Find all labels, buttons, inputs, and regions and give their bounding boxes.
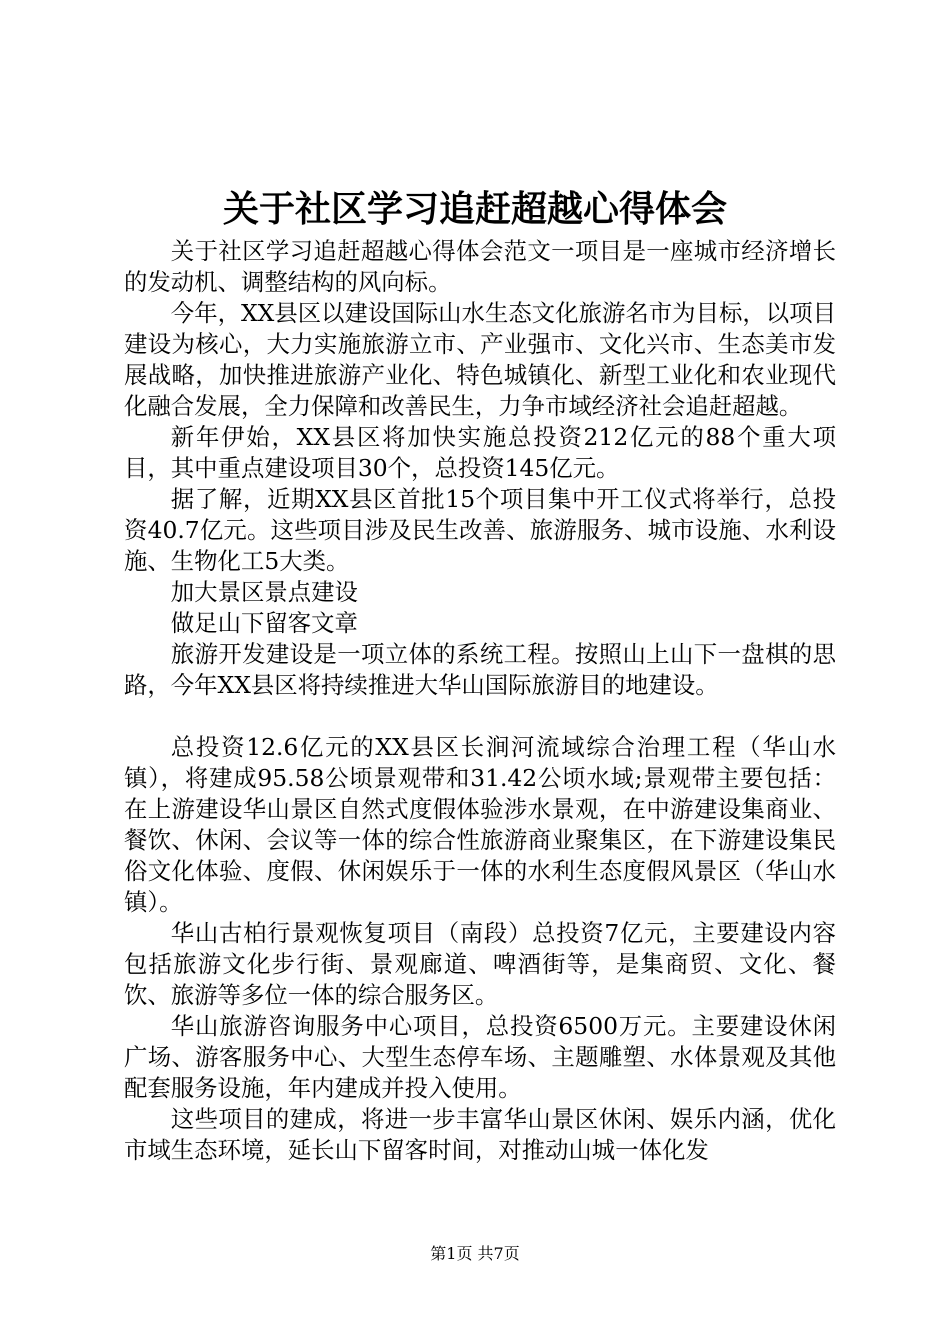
- paragraph: 总投资12.6亿元的XX县区长涧河流域综合治理工程（华山水镇），将建成95.58公顷景观带和31.42公顷水域;景观带主要包括：在上游建设华山景区自然式度假体验涉水景观，在中游建设集商业、餐饮、休闲、会议等一体的综合性旅游商业聚集区，在下游建设集民俗文化体验、度假、休闲娱乐于一体的水利生态度假风景区（华山水镇）。: [124, 733, 836, 916]
- section-heading: 做足山下留客文章: [170, 609, 358, 637]
- paragraph: 这些项目的建成，将进一步丰富华山景区休闲、娱乐内涵，优化市域生态环境，延长山下留客时间，对推动山城一体化发: [124, 1105, 836, 1164]
- paragraph: 旅游开发建设是一项立体的系统工程。按照山上山下一盘棋的思路，今年XX县区将持续推进大华山国际旅游目的地建设。: [124, 640, 836, 699]
- page-number-footer: 第1页 共7页: [430, 1244, 520, 1263]
- paragraph: 今年，XX县区以建设国际山水生态文化旅游名市为目标，以项目建设为核心，大力实施旅游立市、产业强市、文化兴市、生态美市发展战略，加快推进旅游产业化、特色城镇化、新型工业化和农业现代化融合发展，全力保障和改善民生，力争市域经济社会追赶超越。: [124, 299, 836, 420]
- section-heading: 加大景区景点建设: [170, 578, 358, 606]
- paragraph: 据了解，近期XX县区首批15个项目集中开工仪式将举行，总投资40.7亿元。这些项目涉及民生改善、旅游服务、城市设施、水利设施、生物化工5大类。: [124, 485, 836, 575]
- paragraph: 华山旅游咨询服务中心项目，总投资6500万元。主要建设休闲广场、游客服务中心、大型生态停车场、主题雕塑、水体景观及其他配套服务设施，年内建成并投入使用。: [124, 1012, 836, 1102]
- document-body: [124, 236, 836, 1166]
- document-title: 关于社区学习追赶超越心得体会: [222, 188, 727, 230]
- paragraph: 新年伊始，XX县区将加快实施总投资212亿元的88个重大项目，其中重点建设项目30个，总投资145亿元。: [124, 423, 836, 482]
- paragraph: 关于社区学习追赶超越心得体会范文一项目是一座城市经济增长的发动机、调整结构的风向标。: [124, 237, 836, 296]
- paragraph: 华山古柏行景观恢复项目（南段）总投资7亿元，主要建设内容包括旅游文化步行街、景观廊道、啤酒街等，是集商贸、文化、餐饮、旅游等多位一体的综合服务区。: [124, 919, 836, 1009]
